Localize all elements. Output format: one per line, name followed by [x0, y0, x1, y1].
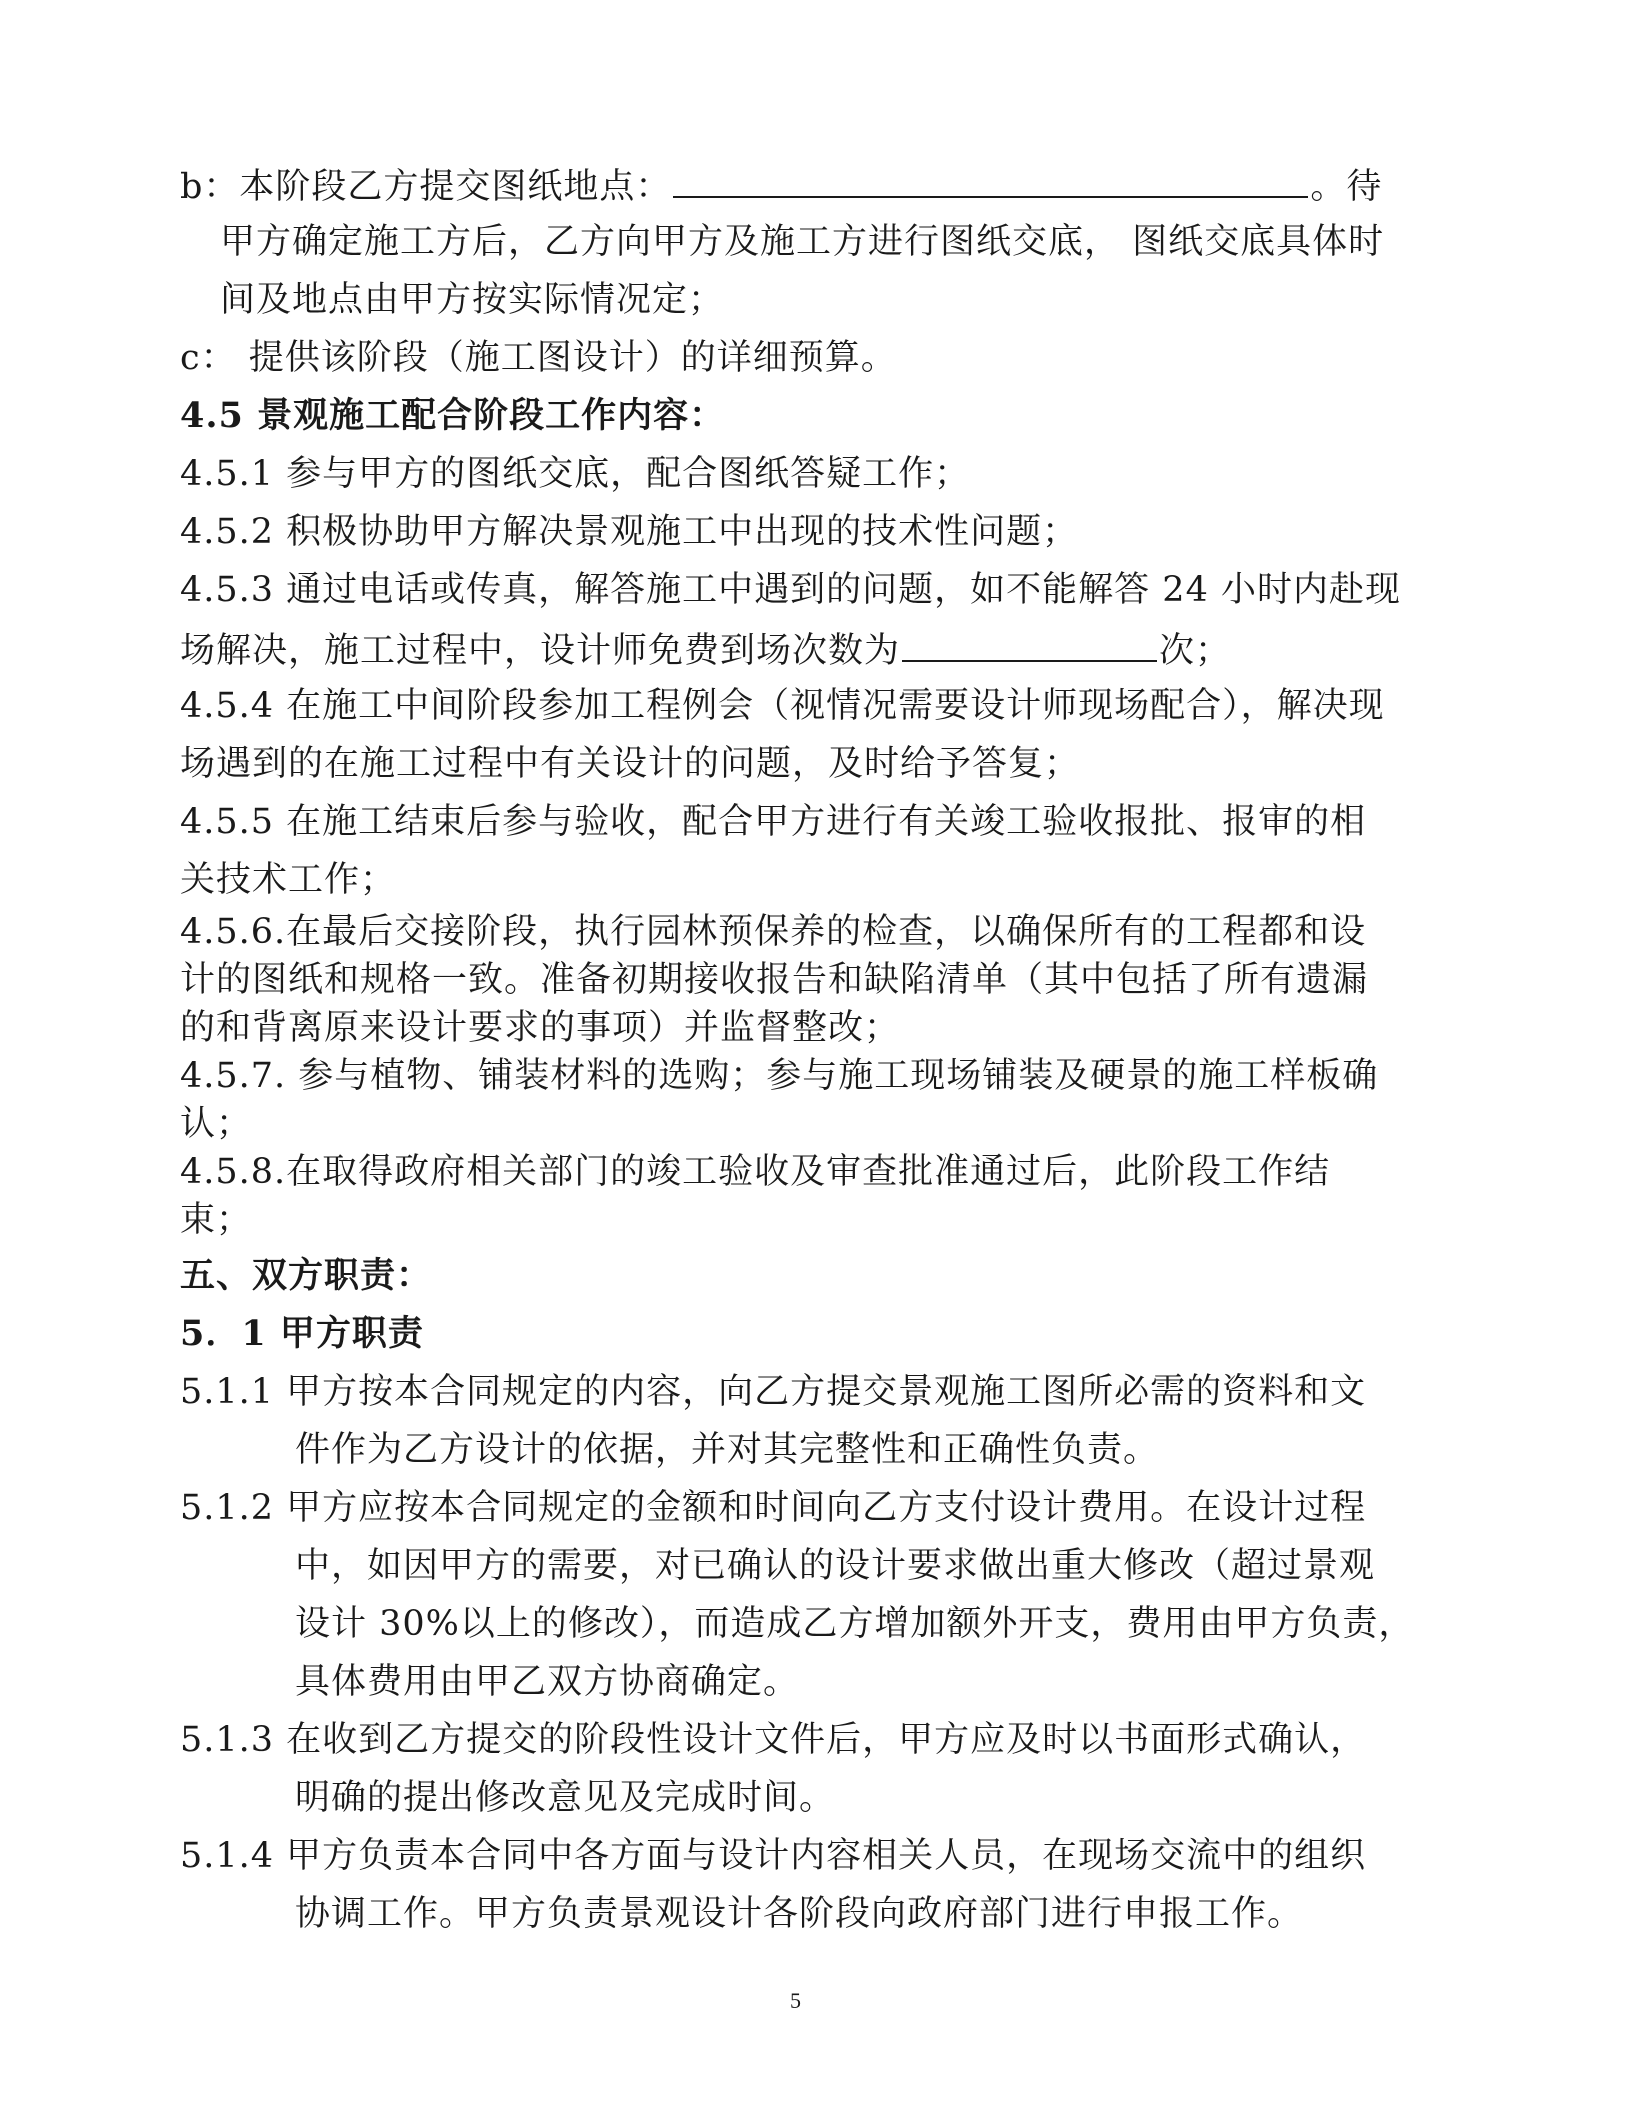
- item-4-5-4-line-1: 4.5.4 在施工中间阶段参加工程例会（视情况需要设计师现场配合），解决现: [180, 686, 1385, 726]
- item-5-1-4-line-1: 5.1.4 甲方负责本合同中各方面与设计内容相关人员，在现场交流中的组织: [180, 1836, 1367, 1876]
- item-5-1-3-line-2: 明确的提出修改意见及完成时间。: [295, 1778, 836, 1818]
- item-4-5-4-line-2: 场遇到的在施工过程中有关设计的问题，及时给予答复；: [180, 744, 1081, 784]
- page-number: 5: [790, 1988, 802, 2013]
- item-4-5-3-line-1: 4.5.3 通过电话或传真，解答施工中遇到的问题，如不能解答 24 小时内赴现: [180, 570, 1401, 610]
- item-5-1-2-line-1: 5.1.2 甲方应按本合同规定的金额和时间向乙方支付设计费用。在设计过程: [180, 1488, 1367, 1528]
- item-5-1-2-line-3: 设计 30%以上的修改），而造成乙方增加额外开支，费用由甲方负责，: [295, 1604, 1415, 1644]
- item-5-1-2-line-2: 中，如因甲方的需要，对已确认的设计要求做出重大修改（超过景观: [295, 1546, 1376, 1586]
- item-4-5-3-text-end: 次；: [1159, 631, 1232, 671]
- item-4-5-8-line-2: 束；: [180, 1200, 253, 1240]
- item-5-1-3-line-1: 5.1.3 在收到乙方提交的阶段性设计文件后，甲方应及时以书面形式确认，: [180, 1720, 1367, 1760]
- clause-b-line-3: 间及地点由甲方按实际情况定；: [220, 280, 725, 320]
- clause-b-line-2: 甲方确定施工方后，乙方向甲方及施工方进行图纸交底， 图纸交底具体时: [220, 222, 1385, 262]
- item-4-5-8-line-1: 4.5.8.在取得政府相关部门的竣工验收及审查批准通过后，此阶段工作结: [180, 1152, 1331, 1192]
- item-4-5-7-line-2: 认；: [180, 1104, 253, 1144]
- item-5-1-4-line-2: 协调工作。甲方负责景观设计各阶段向政府部门进行申报工作。: [295, 1894, 1304, 1934]
- section-heading-5: 五、双方职责：: [180, 1255, 433, 1296]
- clause-b-text: b：本阶段乙方提交图纸地点：: [180, 167, 672, 207]
- item-4-5-5-line-1: 4.5.5 在施工结束后参与验收，配合甲方进行有关竣工验收报批、报审的相: [180, 802, 1367, 842]
- item-4-5-6-line-1: 4.5.6.在最后交接阶段，执行园林预保养的检查，以确保所有的工程都和设: [180, 912, 1367, 952]
- item-4-5-3-text: 场解决，施工过程中，设计师免费到场次数为: [180, 631, 901, 671]
- fill-in-blank-location: [673, 162, 1308, 198]
- item-4-5-1: 4.5.1 参与甲方的图纸交底，配合图纸答疑工作；: [180, 454, 971, 494]
- item-4-5-7-line-1: 4.5.7. 参与植物、铺装材料的选购；参与施工现场铺装及硬景的施工样板确: [180, 1056, 1379, 1096]
- clause-c-line-1: c： 提供该阶段（施工图设计）的详细预算。: [180, 338, 897, 378]
- item-4-5-6-line-3: 的和背离原来设计要求的事项）并监督整改；: [180, 1008, 901, 1048]
- item-5-1-1-line-1: 5.1.1 甲方按本合同规定的内容，向乙方提交景观施工图所必需的资料和文: [180, 1372, 1367, 1412]
- fill-in-blank-visits: [902, 626, 1157, 662]
- item-5-1-2-line-4: 具体费用由甲乙双方协商确定。: [295, 1662, 800, 1702]
- item-4-5-3-line-2: [180, 626, 1231, 673]
- section-heading-4-5: 4.5 景观施工配合阶段工作内容：: [180, 395, 726, 436]
- section-heading-5-1: 5．1 甲方职责: [180, 1313, 424, 1354]
- item-4-5-5-line-2: 关技术工作；: [180, 860, 397, 900]
- clause-b-text-end: 。待: [1310, 167, 1383, 207]
- item-4-5-6-line-2: 计的图纸和规格一致。准备初期接收报告和缺陷清单（其中包括了所有遗漏: [180, 960, 1369, 1000]
- item-5-1-1-line-2: 件作为乙方设计的依据，并对其完整性和正确性负责。: [295, 1430, 1160, 1470]
- clause-b-line-1: [180, 162, 1382, 209]
- item-4-5-2: 4.5.2 积极协助甲方解决景观施工中出现的技术性问题；: [180, 512, 1079, 552]
